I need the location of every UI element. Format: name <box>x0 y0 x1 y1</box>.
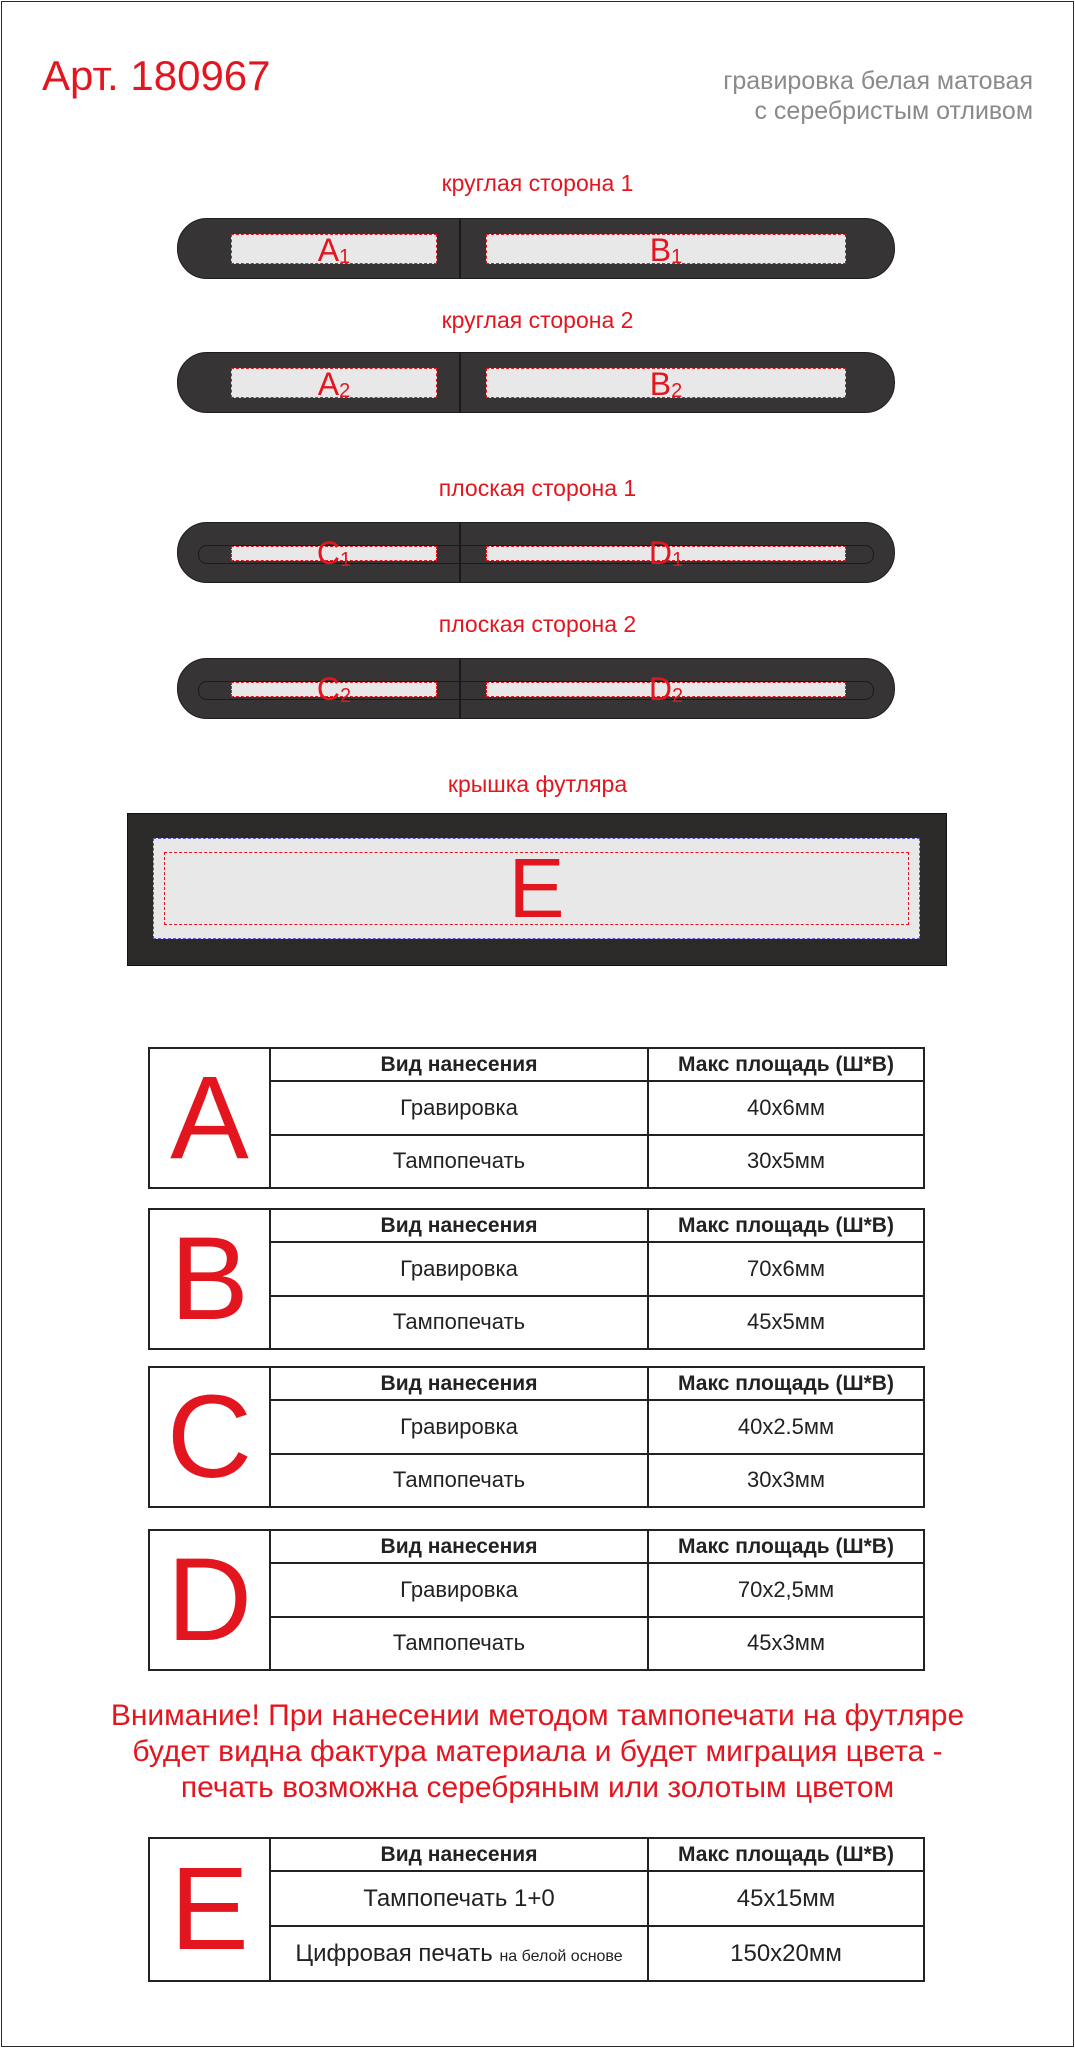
header-method: Вид нанесения <box>271 1049 648 1081</box>
table-row <box>271 1617 923 1669</box>
subtitle-line-2: с серебристым отливом <box>754 97 1033 125</box>
area-cell: 40х6мм <box>648 1081 923 1135</box>
spec-letter: B <box>150 1210 271 1348</box>
engraving-description <box>723 66 1033 126</box>
zone-a1 <box>231 232 437 268</box>
zone-b1 <box>486 232 846 268</box>
method-cell: Гравировка <box>271 1563 648 1617</box>
bar-divider <box>459 219 461 278</box>
header-method: Вид нанесения <box>271 1210 648 1242</box>
spec-letter: C <box>150 1368 271 1506</box>
zone-letter: A <box>317 232 340 268</box>
table-row <box>271 1296 923 1348</box>
table-row <box>271 1242 923 1296</box>
warning-line-2: будет видна фактура материала и будет миграция цвета - <box>132 1735 943 1768</box>
method-note: на белой основе <box>499 1947 623 1965</box>
table-row <box>271 1400 923 1454</box>
zone-letter: B <box>649 366 672 402</box>
spec-grid <box>271 1839 923 1980</box>
case-round-side-1 <box>177 218 895 279</box>
spec-letter: E <box>150 1839 271 1980</box>
zone-index: 2 <box>339 380 351 402</box>
table-header-row <box>271 1531 923 1563</box>
table-row <box>271 1081 923 1135</box>
zone-a2 <box>231 366 437 402</box>
table-row <box>271 1454 923 1506</box>
side-label-flat-1: плоская сторона 1 <box>438 475 637 501</box>
table-header-row <box>271 1839 923 1871</box>
area-cell: 70х2,5мм <box>648 1563 923 1617</box>
spec-table-c <box>148 1366 925 1508</box>
table-row <box>271 1563 923 1617</box>
method-cell: Тампопечать <box>271 1454 648 1506</box>
area-cell: 70х6мм <box>648 1242 923 1296</box>
zone-c2 <box>231 671 437 707</box>
zone-b2 <box>486 366 846 402</box>
bar-divider <box>459 523 461 582</box>
area-cell: 150х20мм <box>648 1926 923 1980</box>
side-label-flat-2: плоская сторона 2 <box>438 611 637 637</box>
zone-index: 1 <box>339 549 352 571</box>
zone-letter: C <box>316 671 340 707</box>
header-area: Макс площадь (Ш*В) <box>648 1049 923 1081</box>
method-cell: Тампопечать 1+0 <box>271 1871 648 1926</box>
spec-grid <box>271 1210 923 1348</box>
spec-table-b <box>148 1208 925 1350</box>
case-round-side-2 <box>177 352 895 413</box>
article-number: Арт. 180967 <box>42 52 271 99</box>
zone-d2 <box>486 671 846 707</box>
zone-letter: C <box>316 535 340 571</box>
method-cell: Тампопечать <box>271 1617 648 1669</box>
method-main: Цифровая печать <box>295 1939 493 1967</box>
header-method: Вид нанесения <box>271 1531 648 1563</box>
zone-d1 <box>486 535 846 571</box>
zone-letter: A <box>317 366 340 402</box>
zone-letter: D <box>648 535 672 571</box>
case-flat-side-2 <box>177 658 895 719</box>
spec-table-a <box>148 1047 925 1189</box>
zone-index: 1 <box>671 549 684 571</box>
spec-table-d <box>148 1529 925 1671</box>
method-cell: Гравировка <box>271 1242 648 1296</box>
method-cell: Гравировка <box>271 1081 648 1135</box>
zone-index: 1 <box>671 246 683 268</box>
table-row <box>271 1871 923 1926</box>
case-lid <box>127 813 947 966</box>
warning-notice <box>0 1698 1075 1806</box>
bar-divider <box>459 353 461 412</box>
table-header-row <box>271 1049 923 1081</box>
zone-index: 2 <box>671 380 683 402</box>
spec-letter: A <box>150 1049 271 1187</box>
area-cell: 45х5мм <box>648 1296 923 1348</box>
lid-zone-letter: E <box>508 841 565 935</box>
spec-letter: D <box>150 1531 271 1669</box>
spec-grid <box>271 1531 923 1669</box>
header-area: Макс площадь (Ш*В) <box>648 1368 923 1400</box>
table-row <box>271 1926 923 1980</box>
spec-grid <box>271 1049 923 1187</box>
lid-label: крышка футляра <box>447 771 628 797</box>
area-cell: 30х5мм <box>648 1135 923 1187</box>
zone-index: 1 <box>339 246 351 268</box>
side-label-round-1: круглая сторона 1 <box>441 170 634 196</box>
method-cell: Гравировка <box>271 1400 648 1454</box>
area-cell: 40х2.5мм <box>648 1400 923 1454</box>
method-cell: Тампопечать <box>271 1135 648 1187</box>
zone-letter: B <box>649 232 672 268</box>
zone-index: 2 <box>339 685 352 707</box>
header-area: Макс площадь (Ш*В) <box>648 1531 923 1563</box>
area-cell: 45х3мм <box>648 1617 923 1669</box>
table-header-row <box>271 1368 923 1400</box>
header-method: Вид нанесения <box>271 1839 648 1871</box>
zone-index: 2 <box>671 685 684 707</box>
header-area: Макс площадь (Ш*В) <box>648 1839 923 1871</box>
header-method: Вид нанесения <box>271 1368 648 1400</box>
method-cell <box>271 1926 648 1980</box>
case-flat-side-1 <box>177 522 895 583</box>
spec-grid <box>271 1368 923 1506</box>
header-area: Макс площадь (Ш*В) <box>648 1210 923 1242</box>
method-cell: Тампопечать <box>271 1296 648 1348</box>
spec-table-e <box>148 1837 925 1982</box>
area-cell: 30х3мм <box>648 1454 923 1506</box>
lid-print-area <box>153 838 920 939</box>
warning-line-3: печать возможна серебряным или золотым цветом <box>180 1771 895 1804</box>
zone-c1 <box>231 535 437 571</box>
warning-line-1: Внимание! При нанесении методом тампопечати на футляре <box>110 1699 965 1732</box>
bar-divider <box>459 659 461 718</box>
area-cell: 45х15мм <box>648 1871 923 1926</box>
subtitle-line-1: гравировка белая матовая <box>723 67 1033 95</box>
zone-letter: D <box>648 671 672 707</box>
table-header-row <box>271 1210 923 1242</box>
side-label-round-2: круглая сторона 2 <box>441 307 634 333</box>
table-row <box>271 1135 923 1187</box>
